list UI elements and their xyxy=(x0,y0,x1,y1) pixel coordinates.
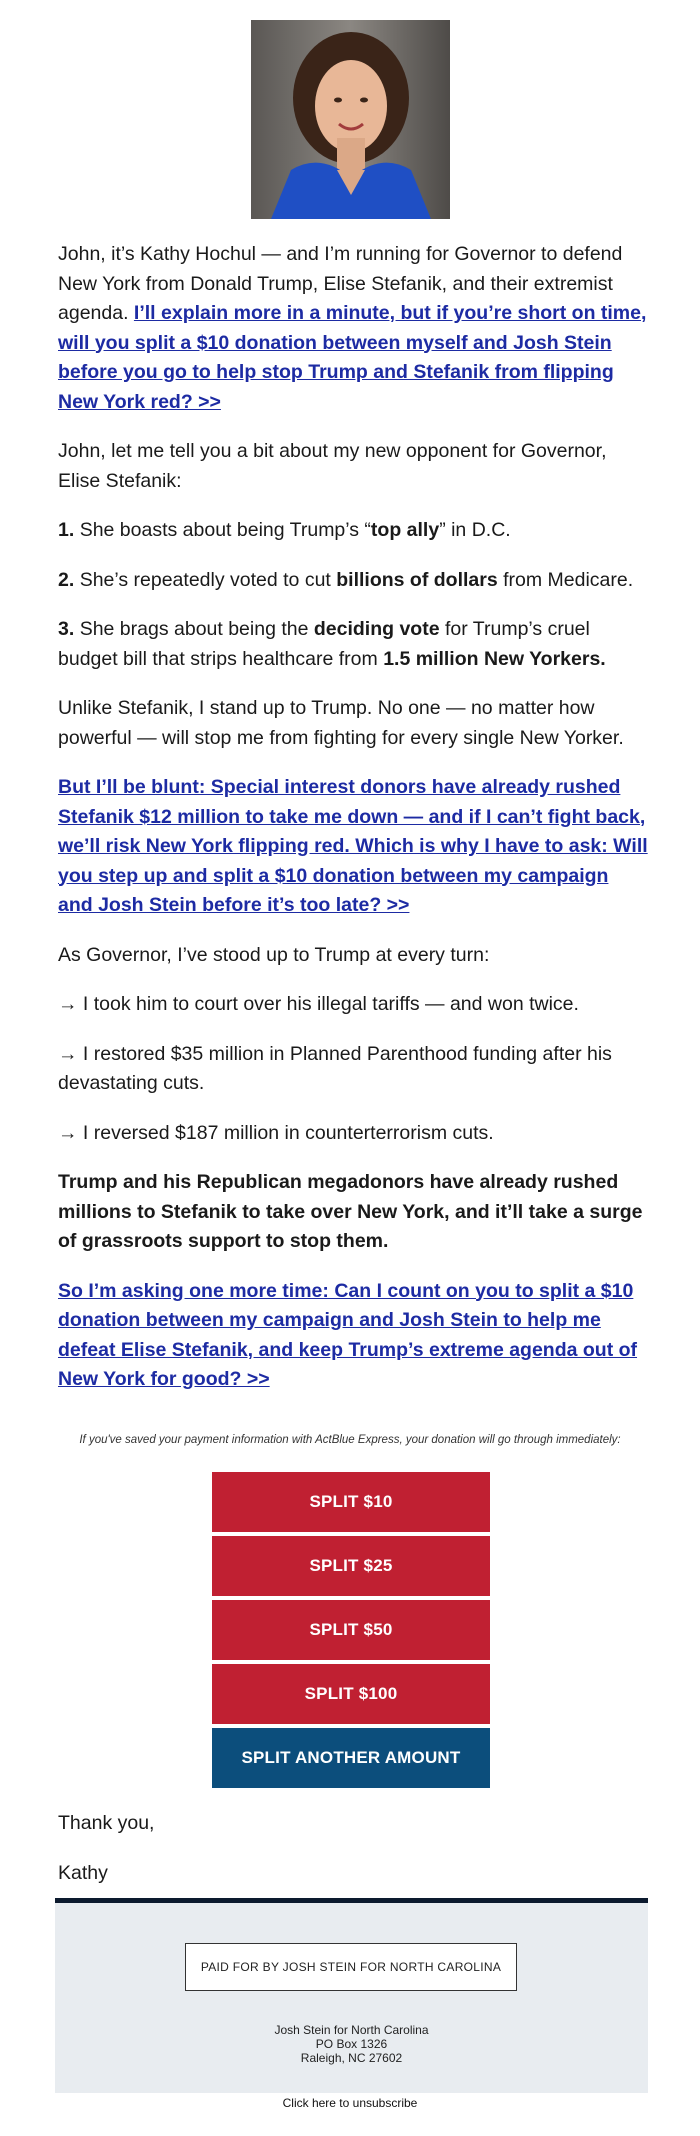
blunt-paragraph xyxy=(58,773,648,921)
achievement-2: → I restored $35 million in Planned Parenthood funding after his devastating cuts. xyxy=(58,1042,612,1094)
item-text: She boasts about being Trump’s “ xyxy=(79,519,371,541)
portrait-image xyxy=(251,20,450,219)
item-text: ” in D.C. xyxy=(439,519,511,541)
thanks-text: Thank you, xyxy=(58,1812,155,1834)
intro-donate-link[interactable]: I’ll explain more in a minute, but if you’re short on time, will you split a $10 donation between myself and Josh Stein before you go to help stop Trump and Stefanik from flipping New York red? >> xyxy=(58,302,647,413)
address-line-2: PO Box 1326 xyxy=(315,2037,388,2051)
split-50-button[interactable]: SPLIT $50 xyxy=(212,1600,490,1660)
split-other-amount-button[interactable]: SPLIT ANOTHER AMOUNT xyxy=(212,1728,490,1788)
unlike-paragraph: Unlike Stefanik, I stand up to Trump. No one — no matter how powerful — will stop me from fighting for every single New Yorker. xyxy=(58,697,624,749)
blunt-donate-link[interactable]: But I’ll be blunt: Special interest donors have already rushed Stefanik $12 million to take me down — and if I can’t fight back, we’ll risk New York flipping red. Which is why I have to ask: Will you step up and split a $10 donation between my campaign and Josh Stein before it’s too late? >> xyxy=(58,776,648,916)
list-number: 3. xyxy=(58,618,75,640)
list-number: 1. xyxy=(58,519,75,541)
governor-paragraph: As Governor, I’ve stood up to Trump at every turn: xyxy=(58,943,490,966)
email-copy xyxy=(58,240,648,1415)
item-emphasis: 1.5 million New Yorkers. xyxy=(383,647,606,670)
item-text: She’s repeatedly voted to cut xyxy=(79,568,331,591)
final-donate-link[interactable]: So I’m asking one more time: Can I count on you to split a $10 donation between my campaign and Josh Stein to help me defeat Elise Stefanik, and keep Trump’s extreme agenda out of New York for good? >> xyxy=(58,1279,638,1390)
achievement-3: → I reversed $187 million in counterterrorism cuts. xyxy=(58,1121,494,1144)
item-emphasis: deciding vote xyxy=(313,618,440,640)
paid-for-disclaimer: PAID FOR BY JOSH STEIN FOR NORTH CAROLINA xyxy=(185,1943,517,1991)
address-line-1: Josh Stein for North Carolina xyxy=(274,2023,429,2037)
megadonors-paragraph: Trump and his Republican megadonors have already rushed millions to Stefanik to take over New York, and it’ll take a surge of grassroots support to stop them. xyxy=(58,1171,643,1252)
item-emphasis: billions of dollars xyxy=(336,568,498,591)
split-100-button[interactable]: SPLIT $100 xyxy=(212,1664,490,1724)
split-10-button[interactable]: SPLIT $10 xyxy=(212,1472,490,1532)
split-25-button[interactable]: SPLIT $25 xyxy=(212,1536,490,1596)
signature: Kathy xyxy=(58,1862,108,1884)
item-text: for Trump’s cruel budget bill that strips healthcare from xyxy=(58,618,590,670)
opponent-intro: John, let me tell you a bit about my new opponent for Governor, Elise Stefanik: xyxy=(58,440,607,492)
address-line-3: Raleigh, NC 27602 xyxy=(300,2051,403,2065)
final-ask-paragraph xyxy=(58,1277,648,1395)
footer xyxy=(55,1898,648,2093)
list-item-3 xyxy=(58,615,648,674)
item-emphasis: top ally xyxy=(370,519,440,541)
intro-text: John, it’s Kathy Hochul — and I’m running for Governor to defend New York from Donald Trump, Elise Stefanik, and their extremist agenda. xyxy=(58,243,623,324)
item-text: from Medicare. xyxy=(503,568,634,591)
actblue-express-note: If you've saved your payment information with ActBlue Express, your donation will go through immediately: xyxy=(79,1434,621,1446)
achievement-1: → I took him to court over his illegal tariffs — and won twice. xyxy=(58,993,579,1015)
list-item-1 xyxy=(58,516,648,546)
list-number: 2. xyxy=(58,568,75,591)
item-text: She brags about being the xyxy=(79,618,309,640)
unsubscribe-link[interactable]: Click here to unsubscribe xyxy=(282,2096,418,2110)
candidate-photo xyxy=(251,20,450,219)
intro-paragraph xyxy=(58,240,648,417)
list-item-2 xyxy=(58,566,648,596)
